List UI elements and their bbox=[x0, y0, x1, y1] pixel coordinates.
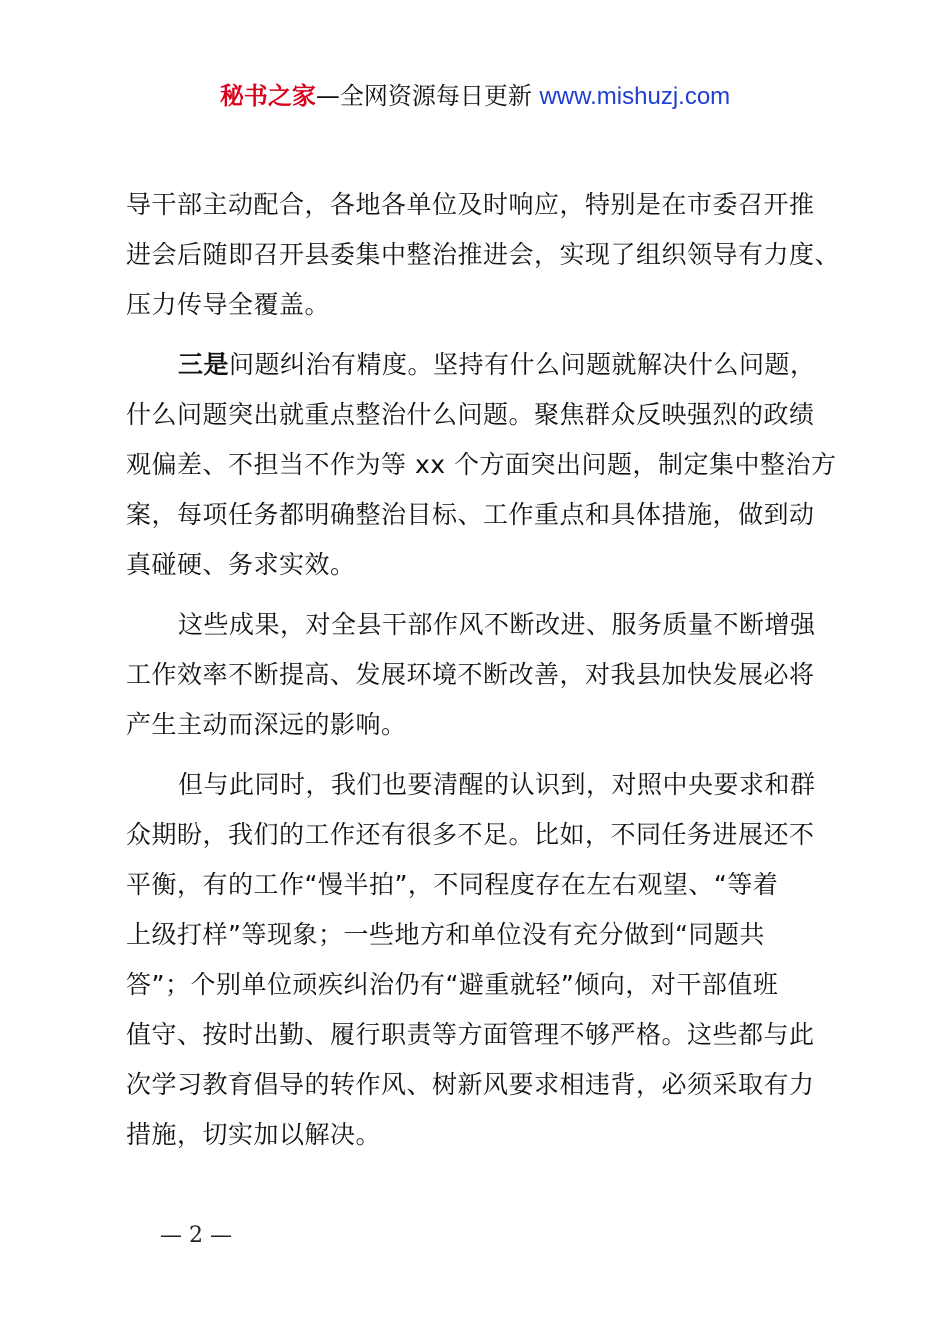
paragraph-line-text: 问题纠治有精度。坚持有什么问题就解决什么问题， bbox=[229, 350, 816, 379]
paragraph-line: 导干部主动配合，各地各单位及时响应，特别是在市委召开推 bbox=[126, 190, 815, 219]
paragraph-line: 措施，切实加以解决。 bbox=[126, 1120, 382, 1149]
paragraph-line: 压力传导全覆盖。 bbox=[126, 290, 331, 319]
paragraph-line: 进会后随即召开县委集中整治推进会，实现了组织领导有力度、 bbox=[126, 240, 841, 269]
page-number: — 2 — bbox=[160, 1223, 232, 1248]
paragraph-line: 答”；个别单位顽疾纠治仍有“避重就轻”倾向，对干部值班 bbox=[126, 970, 779, 999]
site-brand: 秘书之家 bbox=[219, 82, 316, 110]
site-header bbox=[0, 80, 950, 113]
paragraph-line: 这些成果，对全县干部作风不断改进、服务质量不断增强 bbox=[178, 610, 816, 639]
paragraph-2 bbox=[126, 340, 838, 590]
paragraph-line: 上级打样”等现象；一些地方和单位没有充分做到“同题共 bbox=[126, 920, 765, 949]
paragraph-line: 产生主动而深远的影响。 bbox=[126, 710, 407, 739]
paragraph-line: 真碰硬、务求实效。 bbox=[126, 550, 356, 579]
paragraph-1 bbox=[126, 180, 841, 330]
paragraph-line bbox=[126, 340, 838, 390]
site-url: www.mishuzj.com bbox=[539, 83, 731, 110]
document-body bbox=[126, 180, 841, 1170]
paragraph-line: 什么问题突出就重点整治什么问题。聚焦群众反映强烈的政绩 bbox=[126, 400, 815, 429]
paragraph-line: 观偏差、不担当不作为等 xx 个方面突出问题，制定集中整治方 bbox=[126, 450, 837, 479]
paragraph-lead: 三是 bbox=[178, 350, 230, 379]
paragraph-line: 次学习教育倡导的转作风、树新风要求相违背，必须采取有力 bbox=[126, 1070, 815, 1099]
site-tagline: —全网资源每日更新 bbox=[315, 82, 532, 110]
paragraph-line: 平衡，有的工作“慢半拍”，不同程度存在左右观望、“等着 bbox=[126, 870, 779, 899]
paragraph-4 bbox=[126, 760, 838, 1160]
paragraph-line: 案，每项任务都明确整治目标、工作重点和具体措施，做到动 bbox=[126, 500, 815, 529]
paragraph-3 bbox=[126, 600, 838, 750]
paragraph-line: 但与此同时，我们也要清醒的认识到，对照中央要求和群 bbox=[178, 770, 816, 799]
paragraph-line: 工作效率不断提高、发展环境不断改善，对我县加快发展必将 bbox=[126, 660, 815, 689]
paragraph-line: 值守、按时出勤、履行职责等方面管理不够严格。这些都与此 bbox=[126, 1020, 815, 1049]
paragraph-line: 众期盼，我们的工作还有很多不足。比如，不同任务进展还不 bbox=[126, 820, 815, 849]
